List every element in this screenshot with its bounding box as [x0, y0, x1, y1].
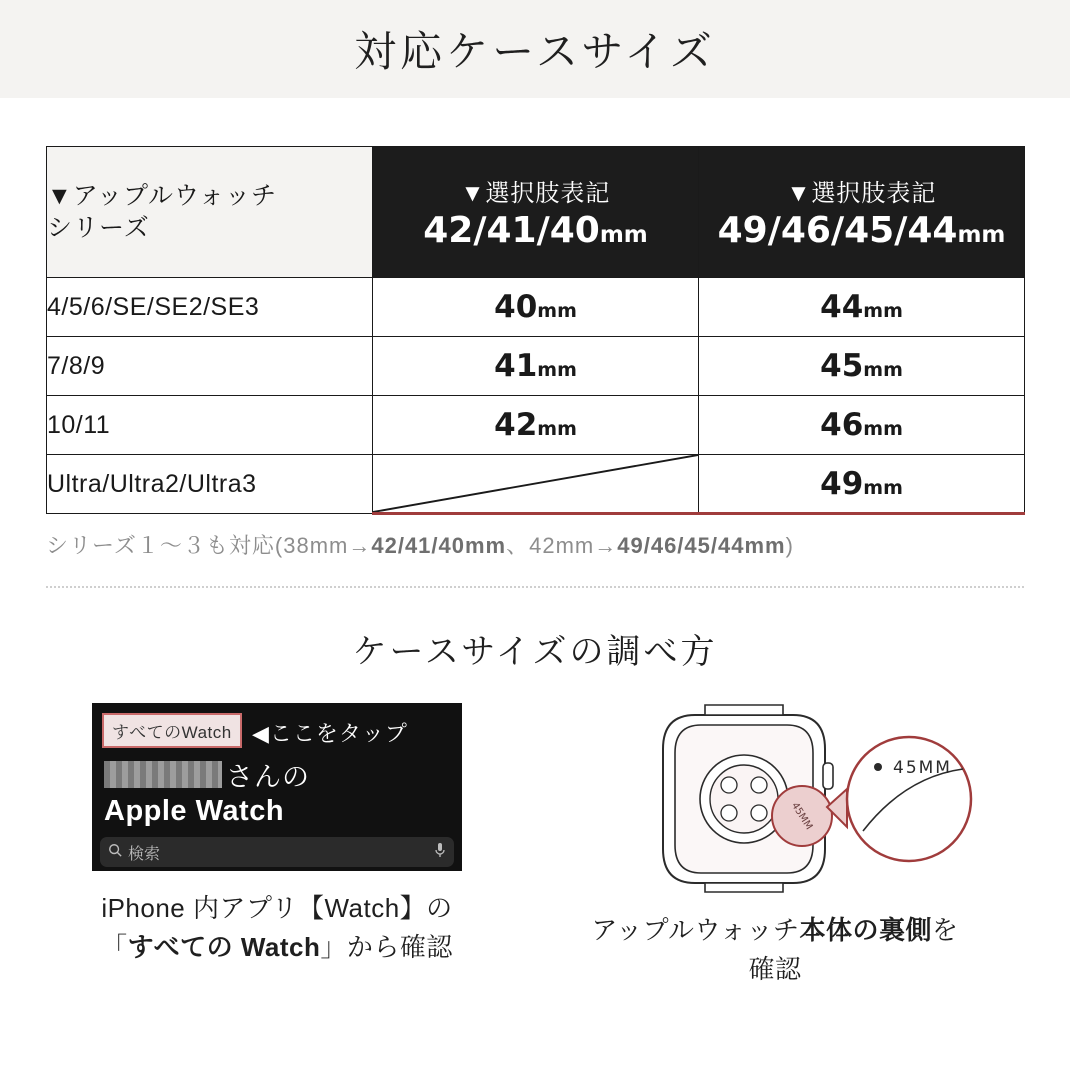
series-name: 10/11: [47, 396, 373, 455]
table-row: [47, 278, 1025, 337]
apple-watch-heading: Apple Watch: [104, 795, 285, 827]
table-row: [47, 337, 1025, 396]
redacted-name-block: [104, 761, 222, 788]
caption-line-2-post: 」から確認: [320, 932, 453, 962]
not-applicable-cell: [373, 455, 699, 514]
series-name: 4/5/6/SE/SE2/SE3: [47, 278, 373, 337]
note-part-3: ): [785, 533, 794, 558]
engraving-text: 45MM: [788, 800, 815, 832]
size-value-b: 49mm: [699, 455, 1025, 514]
all-watch-tag: すべてのWatch: [102, 713, 242, 748]
size-value-b: 46mm: [699, 396, 1025, 455]
card-watch-back-method: [544, 703, 1006, 989]
option-b-label: ▼選択肢表記: [786, 180, 937, 207]
caption-line-2-pre: 「: [101, 932, 128, 962]
caption-line-2: 確認: [748, 954, 802, 984]
size-value-b: 45mm: [699, 337, 1025, 396]
search-icon: [108, 843, 122, 862]
option-a-value: 42/41/40mm: [423, 210, 648, 251]
caption-watch-back-method: [544, 911, 1006, 989]
size-value-a: 40mm: [373, 278, 699, 337]
caption-line-1: iPhone 内アプリ【Watch】の: [101, 893, 453, 923]
note-part-1: シリーズ１〜３も対応(38mm→: [46, 533, 372, 558]
size-table-wrapper: [46, 146, 1024, 515]
series-name: Ultra/Ultra2/Ultra3: [47, 455, 373, 514]
page-header: [0, 0, 1070, 98]
card-iphone-method: [46, 703, 508, 989]
how-to-cards: [0, 703, 1070, 989]
option-column-header-a: [373, 147, 699, 278]
table-row: [47, 396, 1025, 455]
size-value-b: 44mm: [699, 278, 1025, 337]
search-placeholder-text: 検索: [128, 845, 161, 863]
case-size-table: [46, 146, 1025, 515]
table-note: [46, 529, 1024, 560]
section-divider: [46, 586, 1024, 588]
caption-iphone-method: [46, 889, 508, 967]
series-header-line1: アップルウォッチ: [72, 181, 278, 210]
arrow-left-icon: ◀: [252, 721, 270, 746]
table-header-row: [47, 147, 1025, 278]
size-value-a: 42mm: [373, 396, 699, 455]
callout-text: 45MM: [893, 758, 952, 778]
watch-illustration-svg: [575, 703, 975, 893]
size-value-a: 41mm: [373, 337, 699, 396]
tap-here-hint: ◀ここをタップ: [252, 721, 408, 746]
note-bold-2: 49/46/45/44mm: [617, 533, 786, 558]
series-header-line2: シリーズ: [47, 214, 150, 242]
caption-pre: アップルウォッチ: [591, 915, 800, 945]
caption-line-2-bold: すべての Watch: [127, 932, 321, 962]
iphone-watch-app-screenshot: [92, 703, 462, 871]
microphone-icon[interactable]: [434, 842, 446, 863]
table-row: [47, 455, 1025, 514]
series-column-header: [47, 147, 373, 278]
diagonal-slash-icon: [373, 455, 698, 512]
option-b-value: 49/46/45/44mm: [717, 210, 1006, 251]
watch-back-illustration: [575, 703, 975, 893]
search-input[interactable]: [100, 837, 454, 867]
option-column-header-b: [699, 147, 1025, 278]
caption-bold: 本体の裏側: [799, 915, 933, 945]
note-part-2: 、42mm→: [506, 533, 618, 558]
note-bold-1: 42/41/40mm: [371, 533, 507, 558]
series-name: 7/8/9: [47, 337, 373, 396]
caption-post: を: [932, 915, 959, 945]
owner-name-suffix: さんの: [226, 762, 310, 792]
option-a-label: ▼選択肢表記: [460, 180, 611, 207]
series-header-marker: ▼: [47, 181, 73, 210]
section-title-how-to: ケースサイズの調べ方: [352, 633, 718, 671]
page-title: 対応ケースサイズ: [354, 28, 716, 75]
